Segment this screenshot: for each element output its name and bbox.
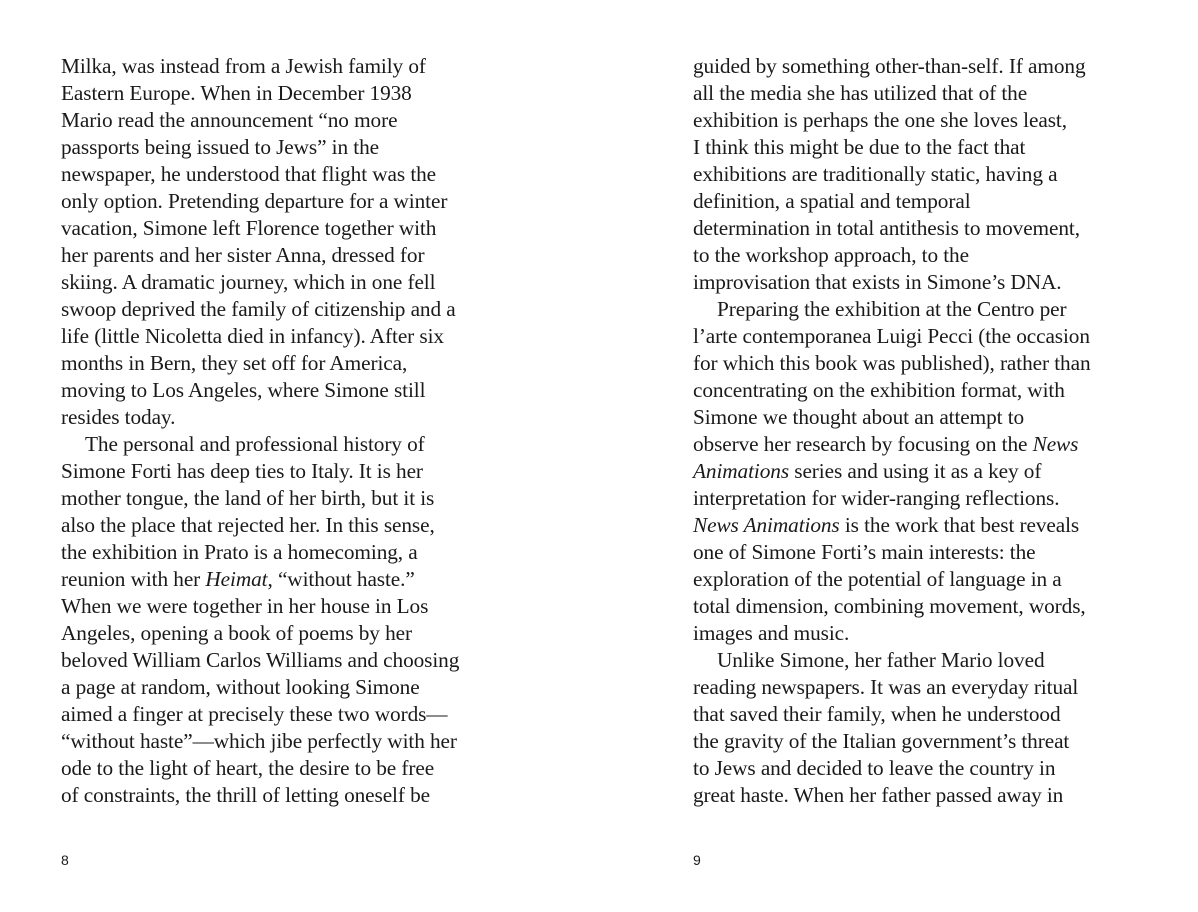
text-line: mother tongue, the land of her birth, but it is [61, 486, 435, 510]
text-line: newspaper, he understood that flight was the [61, 162, 437, 186]
text-line: guided by something other-than-self. If among [693, 54, 1086, 78]
text-line: a page at random, without looking Simone [61, 675, 420, 699]
text-line: the gravity of the Italian government’s threat [693, 729, 1070, 753]
text-line: exhibitions are traditionally static, having a [693, 162, 1058, 186]
text-line: improvisation that exists in Simone’s DNA. [693, 270, 1062, 294]
text-line: the exhibition in Prato is a homecoming, a [61, 540, 418, 564]
paragraph-start-line: Preparing the exhibition at the Centro per [717, 297, 1067, 321]
text-run: series and using it as a key of [789, 459, 1042, 483]
italic-title-news-animations: News Animations [693, 513, 840, 537]
text-line: months in Bern, they set off for America, [61, 351, 408, 375]
text-line: I think this might be due to the fact that [693, 135, 1026, 159]
text-line: for which this book was published), rather than [693, 351, 1091, 375]
text-line: reading newspapers. It was an everyday ritual [693, 675, 1079, 699]
text-line: exhibition is perhaps the one she loves least, [693, 108, 1067, 132]
italic-term-heimat: Heimat [205, 567, 268, 591]
italic-title-news: News [1032, 432, 1079, 456]
text-line: skiing. A dramatic journey, which in one fell [61, 270, 436, 294]
text-line-with-italic [693, 512, 1143, 539]
text-line: life (little Nicoletta died in infancy). After six [61, 324, 444, 348]
text-line: aimed a finger at precisely these two words— [61, 702, 448, 726]
text-line: Simone Forti has deep ties to Italy. It is her [61, 459, 423, 483]
text-line: passports being issued to Jews” in the [61, 135, 379, 159]
text-line: to the workshop approach, to the [693, 243, 969, 267]
text-line: great haste. When her father passed away in [693, 783, 1064, 807]
text-line-with-italic [693, 431, 1143, 458]
page-number: 8 [61, 852, 69, 868]
text-line: Angeles, opening a book of poems by her [61, 621, 412, 645]
text-line-with-italic [61, 566, 511, 593]
text-line: swoop deprived the family of citizenship and a [61, 297, 456, 321]
text-line: moving to Los Angeles, where Simone still [61, 378, 426, 402]
text-line: of constraints, the thrill of letting oneself be [61, 783, 430, 807]
text-run: reunion with her [61, 567, 206, 591]
page-number: 9 [693, 852, 701, 868]
left-page-body [61, 53, 511, 809]
text-line: ode to the light of heart, the desire to be free [61, 756, 435, 780]
text-line: Milka, was instead from a Jewish family of [61, 54, 426, 78]
text-line: exploration of the potential of language in a [693, 567, 1062, 591]
text-line: “without haste”—which jibe perfectly with her [61, 729, 457, 753]
italic-title-animations: Animations [693, 459, 790, 483]
text-line: l’arte contemporanea Luigi Pecci (the occasion [693, 324, 1090, 348]
text-line: her parents and her sister Anna, dressed for [61, 243, 425, 267]
text-run: observe her research by focusing on the [693, 432, 1033, 456]
text-line: determination in total antithesis to movement, [693, 216, 1080, 240]
text-line: Simone we thought about an attempt to [693, 405, 1025, 429]
text-line: vacation, Simone left Florence together with [61, 216, 437, 240]
text-run: , “without haste.” [267, 567, 415, 591]
text-line: interpretation for wider-ranging reflections. [693, 486, 1060, 510]
text-line: images and music. [693, 621, 850, 645]
text-run: is the work that best reveals [839, 513, 1080, 537]
paragraph-start-line: The personal and professional history of [85, 432, 425, 456]
text-line: all the media she has utilized that of the [693, 81, 1028, 105]
text-line: that saved their family, when he understood [693, 702, 1061, 726]
text-line: one of Simone Forti’s main interests: the [693, 540, 1036, 564]
text-line: concentrating on the exhibition format, with [693, 378, 1065, 402]
text-line-with-italic [693, 458, 1143, 485]
right-page [599, 0, 1198, 912]
text-line: total dimension, combining movement, words, [693, 594, 1086, 618]
text-line: When we were together in her house in Los [61, 594, 429, 618]
text-line: Eastern Europe. When in December 1938 [61, 81, 412, 105]
text-line: resides today. [61, 405, 176, 429]
right-page-body [693, 53, 1143, 809]
paragraph-start-line: Unlike Simone, her father Mario loved [717, 648, 1045, 672]
text-line: beloved William Carlos Williams and choosing [61, 648, 460, 672]
text-line: also the place that rejected her. In this sense, [61, 513, 435, 537]
text-line: Mario read the announcement “no more [61, 108, 398, 132]
text-line: definition, a spatial and temporal [693, 189, 971, 213]
text-line: only option. Pretending departure for a winter [61, 189, 448, 213]
text-line: to Jews and decided to leave the country in [693, 756, 1056, 780]
